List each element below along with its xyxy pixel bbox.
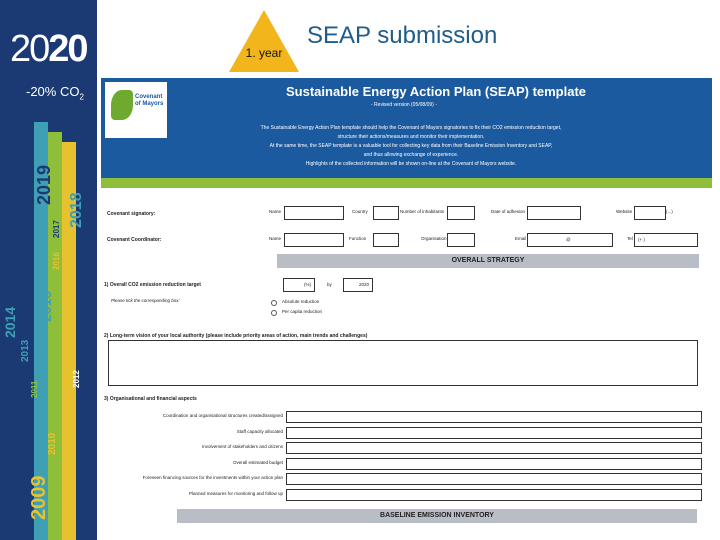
document-revision: - Revised version (05/08/09) - [371, 102, 437, 108]
year-label-2009: 2009 [28, 475, 50, 520]
year-label-2014: 2014 [2, 306, 18, 338]
year-label-2018: 2018 [68, 192, 85, 228]
per-capita-radio[interactable] [271, 310, 277, 316]
document-title: Sustainable Energy Action Plan (SEAP) template [286, 84, 587, 99]
year-label-2013: 2013 [20, 339, 31, 362]
year-label-2019: 2019 [34, 164, 54, 205]
q3-row-label: Overall estimated budget [232, 459, 283, 465]
green-divider [101, 178, 712, 188]
q3-label: 3) Organisational and financial aspects [104, 396, 197, 402]
email-field[interactable]: @ [527, 233, 613, 247]
document-banner [101, 78, 712, 178]
inhabitants-field[interactable] [447, 206, 475, 220]
function-field[interactable] [373, 233, 399, 247]
coordinator-name-field[interactable] [284, 233, 344, 247]
slide-title: SEAP submission [307, 22, 498, 49]
q3-row-label: Foreseen financing sources for the investments within your action plan [142, 475, 283, 480]
q3-row-field[interactable] [286, 473, 702, 485]
adhesion-date-field[interactable] [527, 206, 581, 220]
signatory-label: Covenant signatory: [107, 211, 156, 217]
year-badge-label: 1. year [245, 46, 283, 60]
q1-label: 1) Overall CO2 emission reduction target [104, 282, 201, 288]
year-label-2011: 2011 [30, 380, 39, 398]
q2-label: 2) Long-term vision of your local authority (please include priority areas of action, main trends and challenges) [104, 333, 368, 339]
tel-field[interactable]: (+ ) [634, 233, 698, 247]
co2-target-label: -20% $CO_2$ [26, 84, 84, 102]
year-label-2016: 2016 [52, 252, 61, 270]
logo-2020: 2020 [10, 28, 87, 70]
year-badge-triangle [229, 10, 299, 72]
sidebar-2020 [0, 0, 97, 540]
year-label-2015: 2015 [38, 290, 54, 322]
q3-row-field[interactable] [286, 489, 702, 501]
reduction-target-field[interactable]: (%) [283, 278, 315, 292]
seap-template-document: Covenant of Mayors Sustainable Energy Action Plan (SEAP) template - Revised version (05/08/09) - The Sustainable Energy Action Plan template should help the Covenant of Mayors signatories to fix their CO2 emission reduction target, structure their actions/measures and monitor their implementation. At the same time, the SEAP template is a valuable tool for collecting key data from their Baseline Emission Inventory and SEAP, and thus allowing exchange of experience. Highlights of the collected information will be shown on-line at the Covenant of Mayors website. Covenant signatory: Name Country Number of inhabitants Date of adhesion Website (...) Covenant Coordinator: Name Function Organisation Email @ Tel (+ ) OVERALL STRATEGY 1) Overall CO2 emission reduction target (%) by 2020 Please tick the corresponding box: Absolute reduction Per capita reduction 2) Long-term vision of your local authority (please include priority areas of action, main trends and challenges) 3) Organisational and financial aspects Coordination and organisational structures created/assigned Staff capacity allocated Involvement of stakeholders and citizens Overall estimated budget Foreseen financing sources for the investments within your action plan Planned measures for monitoring and follow up BASELINE EMISSION INVENTORY [101, 78, 712, 540]
q3-row-label: Planned measures for monitoring and follow up [188, 490, 283, 496]
leaf-icon [111, 90, 133, 120]
signatory-name-field[interactable] [284, 206, 344, 220]
q3-row-label: Staff capacity allocated [236, 428, 283, 434]
overall-strategy-header: OVERALL STRATEGY [277, 254, 699, 268]
country-field[interactable] [373, 206, 399, 220]
coordinator-label: Covenant Coordinator: [107, 237, 162, 243]
baseline-inventory-header: BASELINE EMISSION INVENTORY [177, 509, 697, 523]
covenant-logo: Covenant of Mayors [105, 82, 167, 138]
q3-row-field[interactable] [286, 411, 702, 423]
q3-row-label: Coordination and organisational structures created/assigned [162, 413, 283, 418]
long-term-vision-textarea[interactable] [108, 340, 698, 386]
q3-row-field[interactable] [286, 427, 702, 439]
q3-row-label: Involvement of stakeholders and citizens [201, 444, 283, 449]
q1-hint: Please tick the corresponding box: [111, 298, 180, 303]
year-label-2017: 2017 [52, 220, 61, 238]
year-label-2012: 2012 [72, 370, 81, 388]
document-intro: The Sustainable Energy Action Plan template should help the Covenant of Mayors signatories to fix their CO2 emission reduction target, structure their actions/measures and monitor their implementation. At the same time, the SEAP template is a valuable tool for collecting key data from their Baseline Emission Inventory and SEAP, and thus allowing exchange of experience. Highlights of the collected information will be shown on-line at the Covenant of Mayors website. [260, 125, 562, 167]
year-label-2010: 2010 [47, 432, 58, 455]
website-field[interactable] [634, 206, 666, 220]
organisation-field[interactable] [447, 233, 475, 247]
q3-row-field[interactable] [286, 442, 702, 454]
target-year-field[interactable]: 2020 [343, 278, 373, 292]
absolute-reduction-radio[interactable] [271, 300, 277, 306]
q3-row-field[interactable] [286, 458, 702, 470]
